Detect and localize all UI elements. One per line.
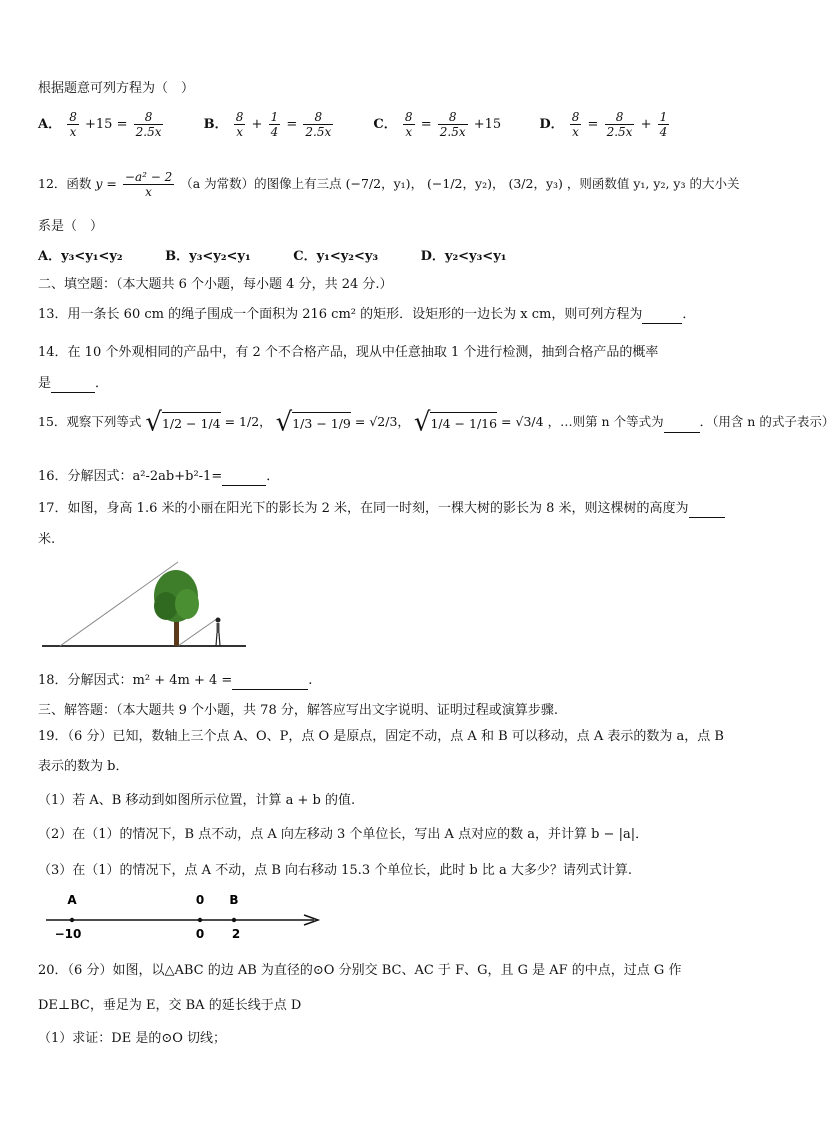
label-a: A — [67, 893, 77, 907]
fraction — [605, 110, 635, 139]
q11-option-a — [38, 110, 165, 139]
q14-line2 — [38, 375, 108, 393]
numerator: 8 — [571, 110, 580, 124]
point-b — [232, 918, 236, 922]
radical-sign: √ — [145, 407, 162, 438]
radical-sign: √ — [413, 407, 431, 438]
q19-line1: 19．（6 分）已知，数轴上三个点 A、O、P，点 O 是原点，固定不动，点 A 和 B 可以移动，点 A 表示的数为 a，点 B — [38, 729, 724, 744]
radicand: 1/4 − 1/16 — [430, 412, 497, 433]
fraction — [269, 110, 281, 139]
point-o — [198, 918, 202, 922]
q16-end: ． — [266, 469, 280, 484]
q15-prefix: 15．观察下列等式 — [38, 414, 142, 429]
operator: = — [420, 117, 432, 132]
radicand: 1/3 − 1/9 — [292, 412, 351, 433]
q16 — [38, 468, 279, 486]
fraction — [438, 110, 468, 139]
fraction — [570, 110, 582, 139]
option-label: B． — [203, 117, 228, 132]
option-label: C． — [293, 249, 317, 264]
q17-text: 17．如图，身高 1.6 米的小丽在阳光下的影长为 2 米，在同一时刻，一棵大树的影长为 8 米，则这棵树的高度为 — [38, 501, 689, 516]
fraction — [303, 110, 333, 139]
numerator: 8 — [404, 110, 413, 124]
q12-options — [38, 248, 506, 266]
radicand: 1/2 − 1/4 — [162, 412, 221, 433]
q14: 14．在 10 个外观相同的产品中，有 2 个不合格产品，现从中任意抽取 1 个进行检测，抽到合格产品的概率 — [38, 345, 659, 360]
equation-result: 1/2 — [239, 414, 260, 429]
option-text: y₃<y₁<y₂ — [61, 249, 123, 264]
point-2: (−1/2，y₂) — [427, 176, 492, 191]
tree-shadow-figure — [38, 558, 250, 654]
denominator: x — [69, 125, 77, 139]
answer-blank[interactable] — [689, 503, 725, 518]
fraction — [658, 110, 670, 139]
section-3-heading: 三、解答题：（本大题共 9 个小题，共 78 分，解答应写出文字说明、证明过程或演算步骤. — [38, 703, 558, 718]
option-label: A． — [38, 117, 62, 132]
q12-option-d — [421, 248, 507, 266]
function-lhs: y = — [95, 176, 117, 191]
q19-line2: 表示的数为 b． — [38, 759, 129, 774]
point-3: (3/2，y₃) — [508, 176, 563, 191]
q11-option-b — [204, 110, 336, 139]
q12-line2: 系是（ ） — [38, 219, 104, 234]
option-label: A． — [38, 249, 62, 264]
point-1: (−7/2，y₁) — [345, 176, 411, 191]
option-label: B． — [165, 249, 190, 264]
section-2-heading: 二、填空题：（本大题共 6 个小题，每小题 4 分，共 24 分.） — [38, 277, 393, 292]
intro-line: 根据题意可列方程为（ ） — [38, 81, 195, 96]
numerator: 8 — [69, 110, 77, 124]
sqrt-expression-2 — [275, 407, 351, 438]
radical-sign: √ — [275, 407, 293, 438]
option-label: C． — [373, 117, 397, 132]
q14-line2-text: 是 — [38, 376, 52, 391]
denominator: 2.5x — [606, 125, 633, 139]
option-text: y₂<y₃<y₁ — [444, 249, 507, 264]
sqrt-expression-1 — [145, 407, 221, 438]
numerator: 8 — [134, 110, 164, 125]
operator: + — [251, 117, 263, 132]
denominator: 2.5x — [439, 125, 466, 139]
option-label: D． — [420, 249, 445, 264]
q15: 15．观察下列等式 √1/2 − 1/4 = 1/2， √1/3 − 1/9 = √2/3， √1/4 − 1/16 = √3/4 ，…则第 n 个等式为 ．（用含 n 的式子表示） — [38, 407, 834, 438]
tick-label-b: 2 — [231, 927, 241, 941]
q18 — [38, 672, 312, 690]
option-label: D． — [539, 117, 564, 132]
numerator: 8 — [303, 110, 333, 125]
q19-part1: （1）若 A、B 移动到如图所示位置，计算 a + b 的值. — [38, 793, 356, 808]
option-text: y₁<y₂<y₃ — [316, 249, 379, 264]
q13-end: ． — [682, 307, 696, 322]
numerator: 8 — [438, 110, 468, 125]
tick-label-o: 0 — [195, 927, 205, 941]
q11-options — [38, 110, 671, 139]
denominator: x — [145, 185, 152, 199]
denominator: x — [405, 125, 413, 139]
q17-line2: 米. — [38, 532, 56, 547]
q12-mid-text: （a 为常数）的图像上有三点 — [180, 176, 342, 191]
operator: +15 = — [85, 117, 128, 132]
denominator: 4 — [270, 125, 279, 139]
q12-option-a — [38, 248, 123, 266]
point-a — [70, 918, 74, 922]
q12-tail-text: ，则函数值 y₁, y₂, y₃ 的大小关 — [566, 176, 740, 191]
q12-stem: 12．函数 y = $\frac{\text{−a² − 2}}{x}$ （a 为常数）的图像上有三点 (−7/2，y₁)， (−1/2，y₂)， (3/2，y₃) ，则函数值 y₁, y₂, y₃ 的大小关 — [38, 170, 740, 199]
q18-text: 18．分解因式：m² + 4m + 4 = — [38, 673, 233, 688]
fraction — [67, 110, 79, 139]
label-o: 0 — [195, 893, 205, 907]
q15-end: ．（用含 n 的式子表示） — [699, 414, 834, 429]
q20-line2: DE⊥BC，垂足为 E，交 BA 的延长线于点 D — [38, 998, 302, 1013]
tick-label-a: −10 — [54, 927, 82, 941]
number-line — [38, 892, 328, 944]
numerator: 8 — [605, 110, 635, 125]
q12-option-c — [293, 248, 378, 266]
equation-result: √3/4 — [515, 414, 544, 429]
q14-end: ． — [95, 376, 109, 391]
denominator: x — [572, 125, 579, 139]
label-b: B — [229, 893, 239, 907]
numerator: 8 — [235, 110, 244, 124]
operator: = — [286, 117, 298, 132]
q13 — [38, 306, 695, 324]
numerator: −a² − 2 — [124, 170, 173, 184]
q12-option-b — [165, 248, 251, 266]
answer-blank[interactable] — [232, 675, 308, 690]
answer-blank[interactable] — [222, 471, 266, 486]
q20-line1: 20．（6 分）如图，以△ABC 的边 AB 为直径的⊙O 分别交 BC、AC 于 F、G，且 G 是 AF 的中点，过点 G 作 — [38, 963, 682, 978]
q16-text: 16．分解因式：a²-2ab+b²-1= — [38, 469, 223, 484]
q11-option-c — [373, 110, 501, 139]
q19-part2: （2）在（1）的情况下，B 点不动，点 A 向左移动 3 个单位长，写出 A 点对应的数 a，并计算 b − |a|． — [38, 827, 649, 842]
numerator: 1 — [659, 110, 668, 124]
operator: = — [587, 117, 599, 132]
q13-text: 13．用一条长 60 cm 的绳子围成一个面积为 216 cm² 的矩形．设矩形的一边长为 x cm，则可列方程为 — [38, 307, 643, 322]
sqrt-expression-3 — [413, 407, 498, 438]
q20-part1: （1）求证：DE 是的⊙O 切线； — [38, 1031, 226, 1046]
answer-blank[interactable] — [642, 309, 682, 324]
denominator: 2.5x — [135, 125, 162, 139]
numerator: 1 — [270, 110, 279, 124]
q17 — [38, 500, 725, 518]
q11-option-d — [539, 110, 671, 139]
denominator: x — [236, 125, 243, 139]
answer-blank[interactable] — [664, 418, 700, 433]
function-fraction — [123, 170, 174, 199]
equation-result: √2/3 — [369, 414, 398, 429]
denominator: 4 — [659, 125, 668, 139]
q18-end: . — [308, 673, 313, 688]
q19-part3: （3）在（1）的情况下，点 A 不动，点 B 向右移动 15.3 个单位长，此时 b 比 a 大多少？请列式计算. — [38, 863, 632, 878]
fraction — [134, 110, 164, 139]
operator: +15 — [473, 117, 502, 132]
denominator: 2.5x — [305, 125, 332, 139]
answer-blank[interactable] — [51, 378, 95, 393]
q15-tail: ，…则第 n 个等式为 — [547, 414, 664, 429]
question-number: 12．函数 — [38, 176, 92, 191]
fraction — [403, 110, 415, 139]
fraction — [234, 110, 246, 139]
operator: + — [640, 117, 652, 132]
option-text: y₃<y₂<y₁ — [189, 249, 251, 264]
